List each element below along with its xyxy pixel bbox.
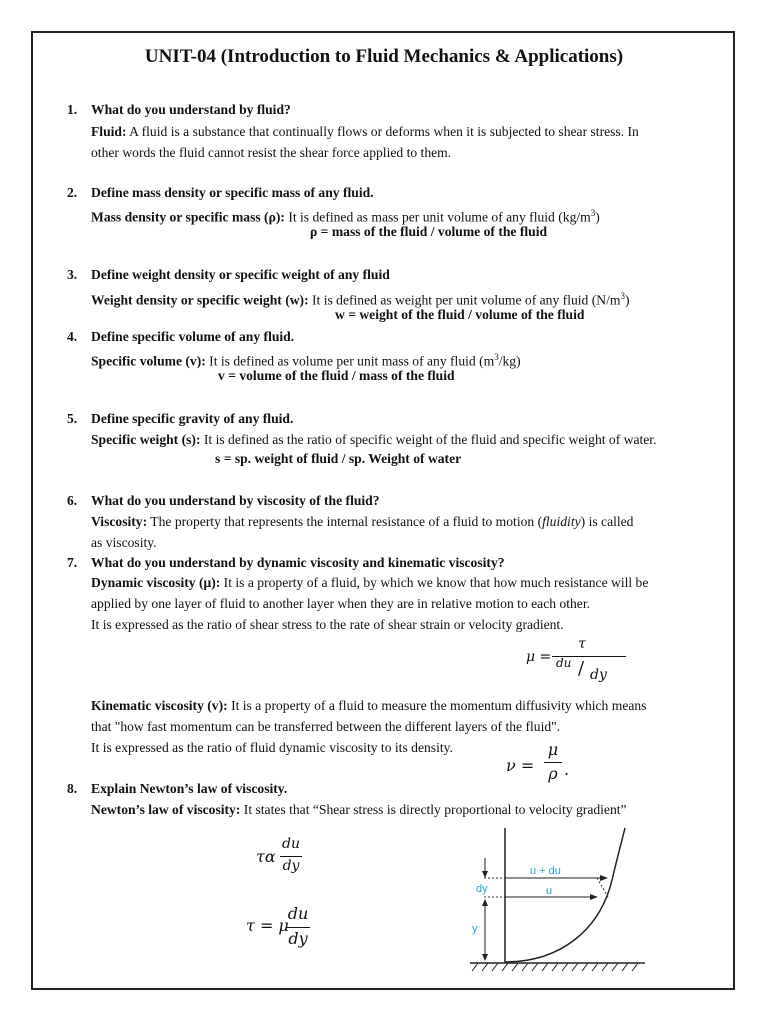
superscript: 3 xyxy=(494,352,499,362)
answer-text: It states that “Shear stress is directly proportional to velocity gradient” xyxy=(240,802,627,817)
term: Viscosity: xyxy=(91,514,148,529)
equation-numerator: τ xyxy=(578,636,586,652)
answer-5 xyxy=(91,429,721,450)
answer-7 xyxy=(91,572,721,635)
formula-specific-volume: v = volume of the fluid / mass of the fluid xyxy=(218,368,455,383)
label-dy: dy xyxy=(476,883,488,895)
answer-text: It is defined as mass per unit volume of any fluid (kg/m xyxy=(284,209,591,225)
equation-numerator: μ xyxy=(547,740,559,759)
question-text: Define specific gravity of any fluid. xyxy=(91,411,294,426)
answer-text: It is defined as volume per unit mass of any fluid (m xyxy=(205,353,495,369)
answer-text: It is defined as weight per unit volume of any fluid (N/m xyxy=(308,292,621,308)
answer-text: ) xyxy=(624,292,630,308)
fraction-bar xyxy=(544,762,562,763)
equation-lhs: τ = μ xyxy=(246,916,289,935)
answer-7-kinematic xyxy=(91,695,721,758)
equation-denominator: dy xyxy=(282,858,300,874)
question-number: 7. xyxy=(67,555,78,570)
term: Fluid: xyxy=(91,124,127,139)
term: Mass density or specific mass (ρ): xyxy=(91,209,285,225)
question-number: 6. xyxy=(67,493,78,508)
answer-8 xyxy=(91,799,721,820)
answer-text: The property that represents the internal resistance of a fluid to motion ( xyxy=(147,514,543,529)
answer-text: It is expressed as the ratio of fluid dynamic viscosity to its density. xyxy=(91,740,453,755)
answer-text: It is expressed as the ratio of shear stress to the rate of shear strain or velocity gradient. xyxy=(91,617,564,632)
answer-text: A fluid is a substance that continually flows or deforms when it is subjected to shear stress. In xyxy=(126,124,639,139)
answer-text: applied by one layer of fluid to another layer when they are in relative motion to each other. xyxy=(91,596,591,611)
label-y: y xyxy=(472,923,478,935)
equation-kinematic-viscosity xyxy=(506,740,586,786)
label-u: u xyxy=(546,885,553,897)
question-text: What do you understand by fluid? xyxy=(91,102,291,117)
answer-6 xyxy=(91,511,721,553)
answer-text: /kg) xyxy=(498,353,521,369)
question-text: Define specific volume of any fluid. xyxy=(91,329,295,344)
question-number: 8. xyxy=(67,781,78,796)
equation-proportional xyxy=(256,836,336,880)
question-text: Explain Newton’s law of viscosity. xyxy=(91,781,288,796)
equation-period: . xyxy=(564,760,570,779)
equation-lhs: μ = xyxy=(526,649,552,665)
term: Dynamic viscosity (μ): xyxy=(91,575,221,590)
answer-1 xyxy=(91,121,721,163)
question-number: 1. xyxy=(67,102,78,117)
equation-denominator-top: du xyxy=(556,656,572,670)
term: Newton’s law of viscosity: xyxy=(91,802,241,817)
answer-text: It is defined as the ratio of specific weight of the fluid and specific weight of water. xyxy=(200,432,657,447)
equation-numerator: du xyxy=(282,836,300,852)
answer-text: ) is called xyxy=(580,514,634,529)
equation-denominator-bottom: dy xyxy=(590,667,607,683)
question-text: Define weight density or specific weight of any fluid xyxy=(91,267,390,282)
formula-mass-density: ρ = mass of the fluid / volume of the fluid xyxy=(310,224,548,239)
question-number: 4. xyxy=(67,329,78,344)
question-number: 3. xyxy=(67,267,78,282)
question-text: Define mass density or specific mass of any fluid. xyxy=(91,185,374,200)
term: Kinematic viscosity (v): xyxy=(91,698,228,713)
superscript: 3 xyxy=(620,291,625,301)
answer-text: It is a property of a fluid to measure the momentum diffusivity which means xyxy=(227,698,647,713)
fraction-bar xyxy=(286,927,310,928)
equation-newton-law xyxy=(246,904,336,952)
term: Weight density or specific weight (w): xyxy=(91,292,309,308)
equation-lhs: τα xyxy=(256,847,276,866)
question-text: What do you understand by viscosity of the fluid? xyxy=(91,493,380,508)
equation-denominator: dy xyxy=(288,929,308,948)
equation-numerator: du xyxy=(287,904,309,923)
term: Specific weight (s): xyxy=(91,432,201,447)
formula-weight-density: w = weight of the fluid / volume of the fluid xyxy=(335,307,585,322)
question-text: What do you understand by dynamic viscosity and kinematic viscosity? xyxy=(91,555,505,570)
term: Specific volume (v): xyxy=(91,353,206,369)
answer-text: as viscosity. xyxy=(91,535,157,550)
answer-text: other words the fluid cannot resist the shear force applied to them. xyxy=(91,145,452,160)
italic-text: fluidity xyxy=(542,514,581,529)
label-u-plus-du: u + du xyxy=(530,865,561,877)
page-title: UNIT-04 (Introduction to Fluid Mechanics & Applications) xyxy=(144,46,624,67)
answer-text: ) xyxy=(595,209,600,225)
question-number: 5. xyxy=(67,411,78,426)
answer-text: that "how fast momentum can be transferred between the different layers of the fluid". xyxy=(91,719,561,734)
fraction-bar xyxy=(280,856,302,857)
equation-denominator: ρ xyxy=(548,764,558,783)
superscript: 3 xyxy=(590,208,596,218)
answer-text: It is a property of a fluid, by which we know that how much resistance will be xyxy=(220,575,649,590)
question-number: 2. xyxy=(67,185,78,200)
equation-lhs: ν = xyxy=(506,756,535,775)
formula-specific-gravity: s = sp. weight of fluid / sp. Weight of water xyxy=(215,451,462,466)
slash: / xyxy=(578,658,585,679)
